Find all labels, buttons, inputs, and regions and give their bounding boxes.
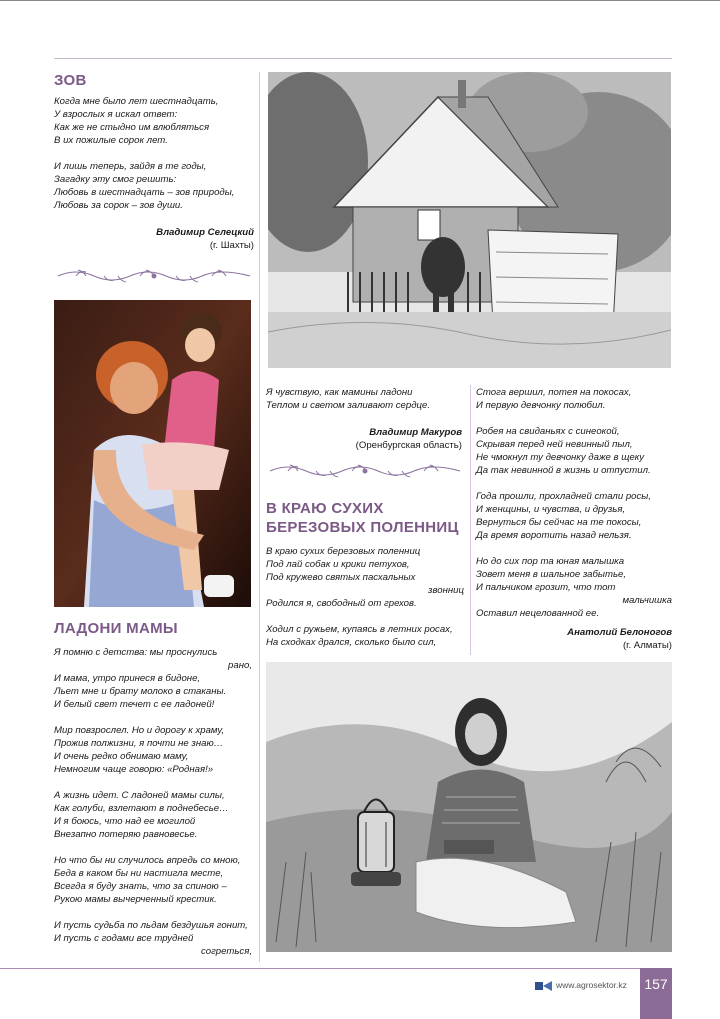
verse-line: Любовь за сорок – зов души. [54,200,183,211]
poem-author: Владимир Макуров [369,427,462,438]
poem-ladoni [54,620,252,971]
page-border-top [0,0,720,1]
verse-line: Внезапно потеряю равновесье. [54,829,198,840]
verse-line: Я чувствую, как мамины ладони [266,387,413,398]
column-divider [470,385,471,655]
verse-line: Да время воротить назад нельзя. [476,530,632,541]
website-link[interactable]: www.agrosektor.kz [556,980,627,990]
verse-line: согреться, [200,946,252,957]
poem-title-line: БЕРЕЗОВЫХ ПОЛЕННИЦ [266,519,459,536]
verse-line: Любовь в шестнадцать – зов природы, [54,187,235,198]
stanza [266,623,464,649]
stanza [476,386,672,412]
poem-place: (Оренбургская область) [355,440,462,451]
verse-line: Оставил нецелованной ее. [476,608,600,619]
page-number: 157 [640,968,672,1019]
verse-line: мальчишка [622,595,672,606]
poem-krayu [266,499,464,662]
verse-line: И пусть с годами все трудней [54,933,194,944]
poem-place: (г. Шахты) [209,240,254,251]
poem-krayu-continued [476,386,672,652]
verse-line: Как же не стыдно им влюбляться [54,122,210,133]
verse-line: Загадку эту смог решить: [54,174,177,185]
illustration-village-house [268,72,671,368]
verse-line: Когда мне было лет шестнадцать, [54,96,219,107]
header-rule [54,58,672,59]
poem-title [266,499,464,537]
column-divider [259,72,260,962]
stanza [476,555,672,620]
poem-title-line: В КРАЮ СУХИХ [266,500,384,517]
verse-line: В краю сухих березовых поленниц [266,546,421,557]
painting-mother-child [54,300,251,607]
poem-author: Анатолий Белоногов [567,627,672,638]
stanza [54,919,252,958]
stanza [54,789,252,841]
verse-line: Как голуби, взлетают в поднебесье… [54,803,229,814]
verse-line: И пусть судьба по льдам бездушья гонит, [54,920,248,931]
verse-line: Под кружево святых пасхальных [266,572,416,583]
verse-line: И женщины, и чувства, и друзья, [476,504,626,515]
verse-line: И очень редко обнимаю маму, [54,751,189,762]
verse-line: Теплом и светом заливают сердце. [266,400,431,411]
verse-line: Да так невинной в жизнь и отпустил. [476,465,651,476]
poem-zov [54,72,254,252]
verse-line: Рукою мамы вычерченный крестик. [54,894,217,905]
poem-title: ЗОВ [54,72,87,89]
verse-line: Года прошли, прохладней стали росы, [476,491,652,502]
poem-ladoni-continued [266,386,462,452]
verse-line: И лишь теперь, зайдя в те годы, [54,161,207,172]
verse-line: Прожив полжизни, я почти не знаю… [54,738,224,749]
verse-line: Зовет меня в шальное забытье, [476,569,627,580]
stanza [54,646,252,711]
verse-line: Всегда я буду знать, что за спиною – [54,881,227,892]
verse-line: И первую девчонку полюбил. [476,400,606,411]
verse-line: Робея на свиданьях с синеокой, [476,426,620,437]
verse-line: Ходил с ружьем, купаясь в летних росах, [266,624,453,635]
verse-line: У взрослых я искал ответ: [54,109,178,120]
floral-divider-icon [268,461,462,481]
verse-line: Немногим чаще говорю: «Родная!» [54,764,214,775]
floral-divider-icon [56,266,252,286]
verse-line: Родился я, свободный от грехов. [266,598,417,609]
stanza [266,545,464,610]
verse-line: На сходках дрался, сколько было сил, [266,637,437,648]
verse-line: звонниц [428,585,464,596]
verse-line: Вернуться бы сейчас на те покосы, [476,517,642,528]
stanza [54,724,252,776]
footer-rule [0,968,640,969]
illustration-girl-with-lantern [266,662,672,952]
poem-place: (г. Алматы) [622,640,672,651]
verse-line: И белый свет течет с ее ладоней! [54,699,215,710]
verse-line: А жизнь идет. С ладоней мамы силы, [54,790,225,801]
verse-line: Не чмокнул ту девчонку даже в щеку [476,452,645,463]
verse-line: И пальчиком грозит, что тот [476,582,616,593]
stanza [476,490,672,542]
poem-author: Владимир Селецкий [156,227,254,238]
stanza-gap [54,147,254,160]
verse-line: Беда в каком бы ни настигла месте, [54,868,224,879]
verse-line: И я боюсь, что над ее могилой [54,816,196,827]
verse-line: Я помню с детства: мы проснулись [54,647,218,658]
verse-line: рано, [228,660,252,671]
stanza [476,425,672,477]
verse-line: Скрывая перед ней невинный пыл, [476,439,633,450]
verse-line: Стога вершил, потея на покосах, [476,387,632,398]
verse-line: Под лай собак и крики петухов, [266,559,410,570]
verse-line: И мама, утро принеся в бидоне, [54,673,201,684]
stanza [54,854,252,906]
magazine-logo-icon [535,979,553,993]
verse-line: В их пожилые сорок лет. [54,135,168,146]
verse-line: Но до сих пор та юная малышка [476,556,625,567]
verse-line: Мир повзрослел. Но и дорогу к храму, [54,725,225,736]
verse-line: Но что бы ни случилось впредь со мною, [54,855,241,866]
verse-line: Льет мне и брату молоко в стаканы. [54,686,227,697]
poem-title: ЛАДОНИ МАМЫ [54,620,178,637]
